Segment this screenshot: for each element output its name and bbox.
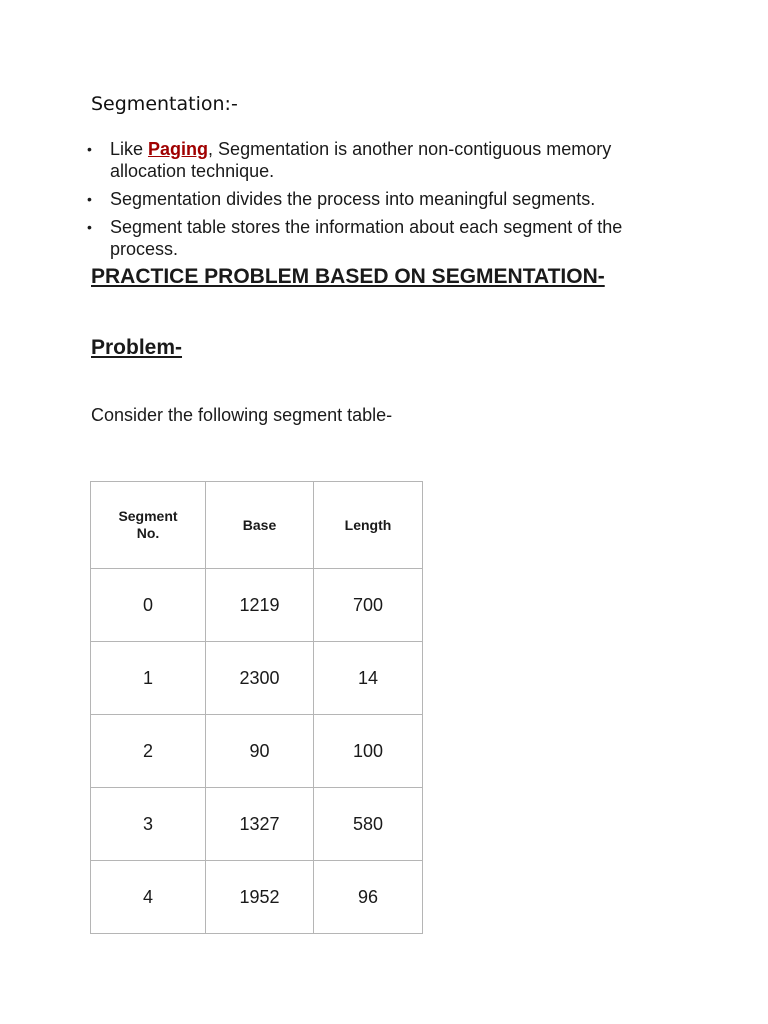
table-row bbox=[91, 569, 423, 642]
table-row bbox=[91, 788, 423, 861]
bullet-text: Segment table stores the information about each segment of the process. bbox=[110, 217, 623, 259]
cell-segment-no: 4 bbox=[91, 861, 206, 934]
bullet-text: Segmentation divides the process into meaningful segments. bbox=[110, 189, 596, 209]
list-item bbox=[85, 138, 665, 182]
section-heading: Segmentation:- bbox=[91, 93, 238, 115]
bullet-icon: • bbox=[87, 219, 92, 235]
bullet-text-prefix: Like bbox=[110, 139, 149, 159]
column-header-length: Length bbox=[314, 482, 423, 569]
intro-text: Consider the following segment table- bbox=[91, 405, 393, 425]
cell-segment-no: 3 bbox=[91, 788, 206, 861]
cell-segment-no: 1 bbox=[91, 642, 206, 715]
bullet-text-suffix: , Segmentation is another non-contiguous memory allocation technique. bbox=[110, 139, 612, 181]
list-item bbox=[85, 188, 665, 210]
table-row bbox=[91, 861, 423, 934]
bullet-icon: • bbox=[87, 141, 92, 157]
table-row bbox=[91, 715, 423, 788]
cell-length: 100 bbox=[314, 715, 423, 788]
problem-title: Problem- bbox=[91, 336, 183, 359]
cell-length: 14 bbox=[314, 642, 423, 715]
cell-length: 580 bbox=[314, 788, 423, 861]
cell-length: 96 bbox=[314, 861, 423, 934]
column-header-segment-no: Segment No. bbox=[91, 482, 206, 569]
cell-base: 1219 bbox=[206, 569, 314, 642]
cell-length: 700 bbox=[314, 569, 423, 642]
list-item bbox=[85, 216, 665, 260]
segment-table bbox=[90, 481, 423, 934]
column-header-base: Base bbox=[206, 482, 314, 569]
bullet-list bbox=[85, 138, 665, 266]
table-row bbox=[91, 642, 423, 715]
practice-title: PRACTICE PROBLEM BASED ON SEGMENTATION- bbox=[91, 265, 605, 288]
cell-segment-no: 2 bbox=[91, 715, 206, 788]
cell-base: 1327 bbox=[206, 788, 314, 861]
table-header-row bbox=[91, 482, 423, 569]
bullet-icon: • bbox=[87, 191, 92, 207]
cell-base: 1952 bbox=[206, 861, 314, 934]
cell-segment-no: 0 bbox=[91, 569, 206, 642]
paging-link[interactable]: Paging bbox=[148, 139, 209, 159]
cell-base: 2300 bbox=[206, 642, 314, 715]
cell-base: 90 bbox=[206, 715, 314, 788]
